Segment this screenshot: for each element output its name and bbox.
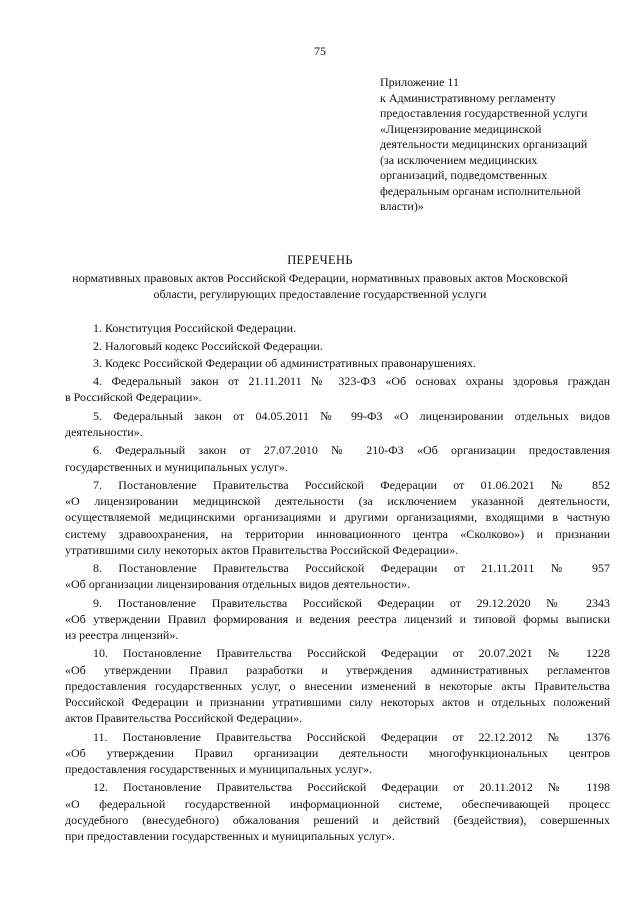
list-item-line: осуществляемой медицинскими организациями и другими организациями, входящими в частную	[65, 510, 610, 525]
list-item	[65, 320, 610, 336]
list-item-line: «Об утверждении Правил организации деятельности многофункциональных центров	[65, 745, 610, 760]
list-item-line: из реестра лицензий».	[65, 628, 179, 643]
list-item-line: 1. Конституция Российской Федерации.	[93, 321, 297, 335]
list-item-line: предоставления государственных услуг, о внесении изменений в некоторые акты Правительства	[65, 678, 610, 693]
list-item-line: досудебного (внесудебного) обжалования решений и действий (бездействия), совершенных	[65, 812, 610, 827]
document-subtitle	[40, 271, 600, 302]
appendix-line: организаций, подведомственных	[380, 168, 548, 182]
list-item-line: «О лицензировании медицинской деятельности (за исключением указанной деятельности,	[65, 494, 610, 509]
list-item-line: «Об утверждении Правил формирования и ведения реестра лицензий и типовой формы выписки	[65, 611, 610, 626]
list-item-line: 2. Налоговый кодекс Российской Федерации.	[93, 338, 323, 353]
list-item	[65, 355, 610, 371]
list-item-line: актов Правительства Российской Федерации».	[65, 711, 303, 726]
appendix-line: «Лицензирование медицинской	[380, 121, 542, 136]
list-item	[65, 645, 610, 726]
list-item-line: 3. Кодекс Российской Федерации об административных правонарушениях.	[93, 356, 476, 371]
appendix-line: к Административному регламенту	[380, 90, 556, 105]
list-item-line: при предоставлении государственных и муниципальных услуг».	[65, 829, 395, 844]
appendix-line: (за исключением медицинских	[380, 152, 538, 167]
document-title: ПЕРЕЧЕНЬ	[287, 253, 353, 267]
appendix-line: Приложение 11	[380, 75, 459, 89]
page-number: 75	[314, 44, 326, 58]
list-item-line: Российской Федерации и признании утратившими силу некоторых актов и отдельных положений	[65, 695, 610, 710]
list-item-line: 12. Постановление Правительства Российской Федерации от 20.11.2012 № 1198	[93, 780, 610, 795]
list-item-line: 4. Федеральный закон от 21.11.2011 № 323-ФЗ «Об основах охраны здоровья граждан	[93, 374, 610, 389]
legal-acts-list	[65, 320, 610, 846]
list-item-line: 7. Постановление Правительства Российской Федерации от 01.06.2021 № 852	[93, 477, 610, 492]
list-item	[65, 477, 610, 558]
list-item-line: предоставления государственных и муниципальных услуг».	[65, 762, 373, 777]
list-item-line: государственных и муниципальных услуг».	[65, 459, 288, 474]
list-item	[65, 338, 610, 354]
list-item	[65, 729, 610, 778]
list-item-line: «Об организации лицензирования отдельных видов деятельности».	[65, 577, 410, 592]
list-item-line: 5. Федеральный закон от 04.05.2011 № 99-ФЗ «О лицензировании отдельных видов	[93, 408, 610, 423]
list-item-line: 11. Постановление Правительства Российской Федерации от 22.12.2012 № 1376	[93, 729, 610, 744]
subtitle-line: области, регулирующих предоставление государственной услуги	[153, 286, 487, 301]
list-item-line: 6. Федеральный закон от 27.07.2010 № 210-ФЗ «Об организации предоставления	[93, 443, 610, 458]
list-item-line: «О федеральной государственной информационной системе, обеспечивающей процесс	[65, 796, 610, 811]
list-item	[65, 408, 610, 440]
subtitle-line: нормативных правовых актов Российской Федерации, нормативных правовых актов Московской	[72, 271, 568, 285]
list-item-line: в Российской Федерации».	[65, 390, 202, 405]
appendix-header	[380, 75, 620, 215]
list-item-line: утратившими силу некоторых актов Правительства Российской Федерации».	[65, 542, 459, 557]
list-item-line: «Об утверждении Правил разработки и утверждения административных регламентов	[65, 662, 610, 677]
list-item-line: 10. Постановление Правительства Российской Федерации от 20.07.2021 № 1228	[93, 646, 610, 661]
appendix-line: федеральным органам исполнительной	[380, 183, 581, 198]
list-item	[65, 779, 610, 844]
list-item	[65, 373, 610, 405]
list-item	[65, 595, 610, 644]
list-item-line: 9. Постановление Правительства Российской Федерации от 29.12.2020 № 2343	[93, 595, 610, 610]
appendix-line: деятельности медицинских организаций	[380, 137, 588, 151]
list-item	[65, 560, 610, 592]
appendix-line: власти)»	[380, 199, 424, 213]
list-item-line: 8. Постановление Правительства Российской Федерации от 21.11.2011 № 957	[93, 561, 610, 576]
list-item-line: систему здравоохранения, на территории инновационного центра «Сколково») и признании	[65, 526, 610, 541]
list-item-line: деятельности».	[65, 424, 143, 439]
list-item	[65, 442, 610, 474]
appendix-line: предоставления государственной услуги	[380, 106, 588, 120]
